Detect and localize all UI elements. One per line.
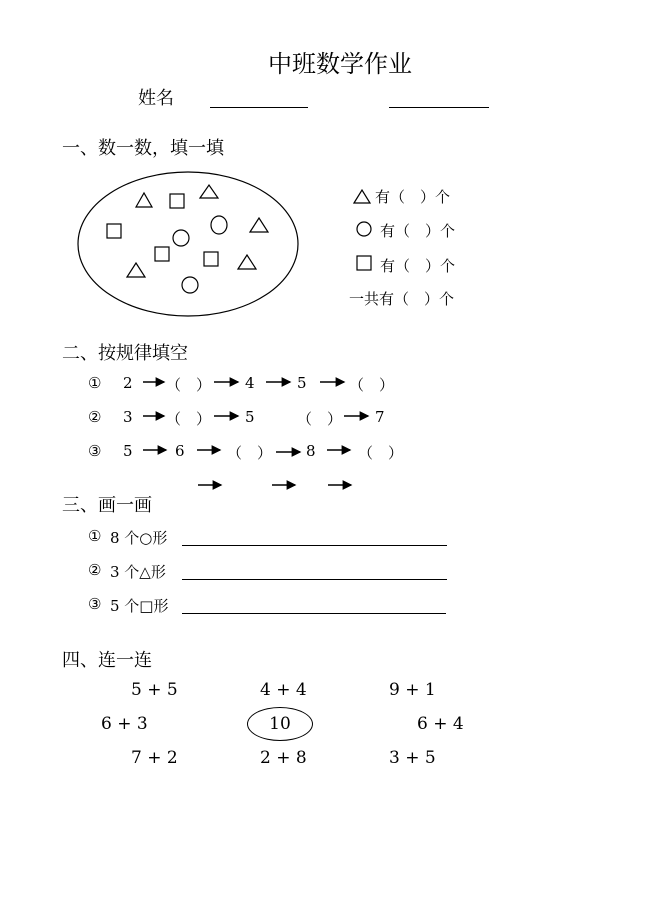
draw-row3-line[interactable]: [182, 613, 446, 614]
row3-number: ③: [88, 442, 102, 460]
section1-heading: 一、数一数，填一填: [62, 138, 224, 159]
draw-row3-number: ③: [88, 595, 102, 613]
row1-blank1[interactable]: （ ）: [166, 376, 212, 394]
page-title: 中班数学作业: [268, 50, 412, 78]
row2-item1: 3: [123, 408, 133, 426]
draw-row1-line[interactable]: [182, 545, 447, 546]
expr-3-plus-5[interactable]: 3 + 5: [389, 748, 436, 768]
answer-square-count: 有（ ）个: [380, 257, 456, 275]
row1-blank2[interactable]: （ ）: [349, 376, 395, 394]
row1-item1: 2: [123, 374, 133, 392]
row3-blank2[interactable]: （ ）: [358, 444, 404, 462]
section4-heading: 四、连一连: [62, 650, 152, 671]
row2-item5: 7: [375, 408, 385, 426]
expr-6-plus-3[interactable]: 6 + 3: [101, 714, 148, 734]
row1-item4: 5: [297, 374, 307, 392]
expr-2-plus-8[interactable]: 2 + 8: [260, 748, 307, 768]
row2-blank2[interactable]: （ ）: [297, 410, 343, 428]
section2-heading: 二、按规律填空: [62, 343, 188, 364]
draw-row2-label: 3 个△形: [110, 563, 166, 581]
answer-total-count: 一共有（ ）个: [349, 290, 455, 308]
row3-item2: 6: [175, 442, 185, 460]
draw-row1-label: 8 个○形: [110, 529, 168, 547]
expr-5-plus-5[interactable]: 5 + 5: [131, 680, 178, 700]
expr-7-plus-2[interactable]: 7 + 2: [131, 748, 178, 768]
expr-6-plus-4[interactable]: 6 + 4: [417, 714, 464, 734]
row3-item4: 8: [306, 442, 316, 460]
answer-circle-count: 有（ ）个: [380, 222, 456, 240]
answer-triangle-count: 有（ ）个: [375, 188, 451, 206]
draw-row2-number: ②: [88, 561, 102, 579]
row2-blank1[interactable]: （ ）: [166, 410, 212, 428]
draw-row3-label: 5 个□形: [110, 597, 169, 615]
answer-oval-10[interactable]: [247, 707, 313, 741]
expr-9-plus-1[interactable]: 9 + 1: [389, 680, 436, 700]
row1-number: ①: [88, 374, 102, 392]
section3-heading: 三、画一画: [62, 495, 152, 516]
row2-number: ②: [88, 408, 102, 426]
answer-oval-value: 10: [269, 714, 291, 734]
row2-item3: 5: [245, 408, 255, 426]
row1-item3: 4: [245, 374, 255, 392]
row3-item1: 5: [123, 442, 133, 460]
draw-row1-number: ①: [88, 527, 102, 545]
expr-4-plus-4[interactable]: 4 + 4: [260, 680, 307, 700]
name-label: 姓名: [138, 88, 174, 109]
row3-blank1[interactable]: （ ）: [227, 444, 273, 462]
draw-row2-line[interactable]: [182, 579, 447, 580]
